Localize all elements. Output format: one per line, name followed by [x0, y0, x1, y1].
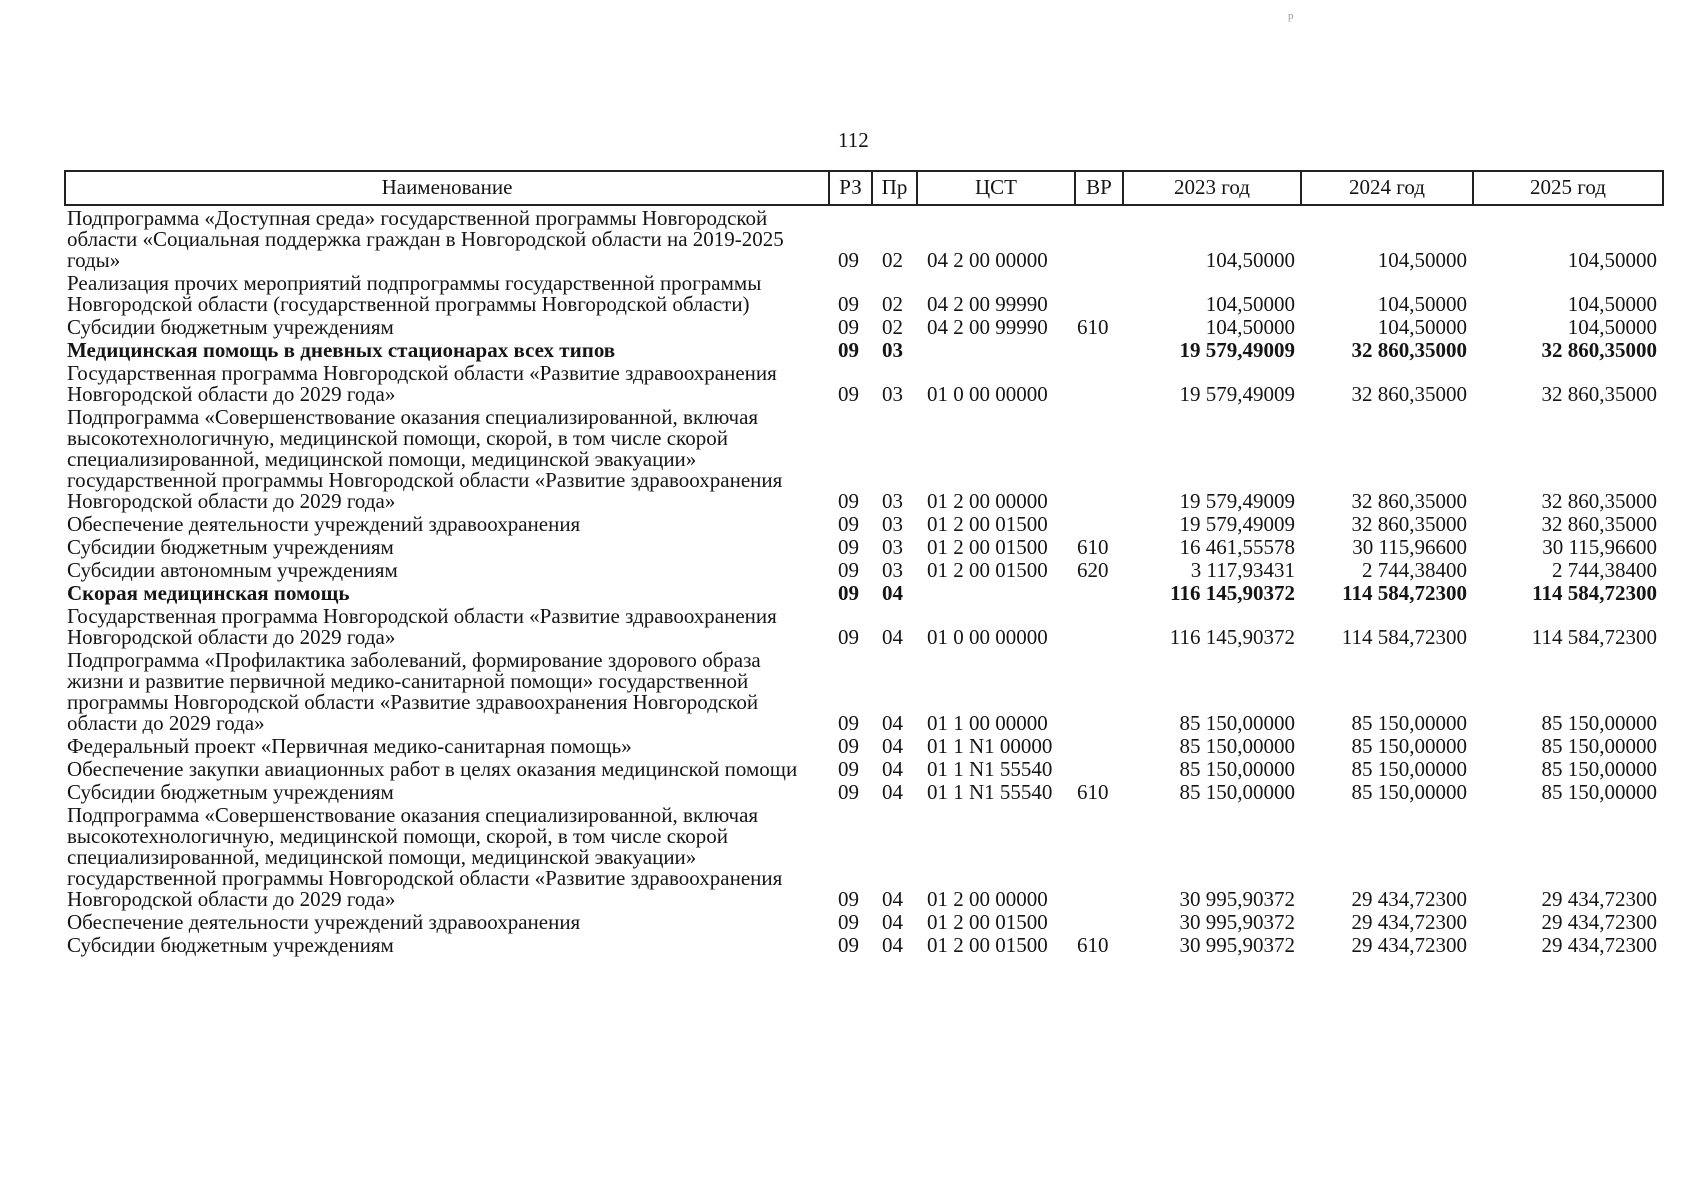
row-2025: 2 744,38400 — [1552, 558, 1657, 582]
row-2025: 114 584,72300 — [1531, 625, 1657, 649]
row-2024: 32 860,35000 — [1351, 382, 1467, 406]
row-rz: 09 — [838, 711, 859, 735]
table-row — [65, 512, 1663, 535]
row-pr: 02 — [882, 248, 903, 272]
table-row — [65, 271, 1663, 315]
row-2023: 104,50000 — [1205, 292, 1295, 316]
row-vr — [1075, 803, 1123, 910]
row-pr: 04 — [882, 734, 903, 758]
row-2023: 19 579,49009 — [1179, 512, 1295, 536]
header-2025: 2025 год — [1473, 171, 1663, 205]
row-2025: 29 434,72300 — [1541, 910, 1657, 934]
row-2024: 85 150,00000 — [1351, 711, 1467, 735]
row-cst: 01 2 00 01500 — [927, 512, 1048, 536]
table-header-row — [65, 171, 1663, 205]
header-2023: 2023 год — [1123, 171, 1301, 205]
row-cst: 04 2 00 00000 — [927, 248, 1048, 272]
row-2024: 104,50000 — [1377, 248, 1467, 272]
row-cst: 01 2 00 00000 — [927, 887, 1048, 911]
row-name: Субсидии автономным учреждениям — [67, 558, 398, 582]
table-row — [65, 338, 1663, 361]
table-row — [65, 535, 1663, 558]
row-rz: 09 — [838, 535, 859, 559]
row-2023: 104,50000 — [1205, 248, 1295, 272]
row-2023: 104,50000 — [1205, 315, 1295, 339]
row-pr: 03 — [882, 558, 903, 582]
row-cst: 01 2 00 01500 — [927, 558, 1048, 582]
row-name: Федеральный проект «Первичная медико-санитарная помощь» — [67, 734, 632, 758]
table-row — [65, 581, 1663, 604]
row-pr: 03 — [882, 338, 903, 362]
table-row — [65, 803, 1663, 910]
row-2025: 32 860,35000 — [1541, 338, 1657, 362]
row-2025: 85 150,00000 — [1541, 780, 1657, 804]
row-vr: 610 — [1077, 933, 1109, 957]
row-2024: 85 150,00000 — [1351, 734, 1467, 758]
row-2025: 85 150,00000 — [1541, 711, 1657, 735]
row-2024: 32 860,35000 — [1351, 512, 1467, 536]
row-name: Субсидии бюджетным учреждениям — [67, 780, 394, 804]
row-name: Подпрограмма «Доступная среда» государственной программы Новгородской области «Социальная поддержка граждан в Новгородской области на 2019-2025 годы» — [67, 206, 784, 272]
row-pr: 02 — [882, 315, 903, 339]
row-2024: 32 860,35000 — [1351, 338, 1467, 362]
row-name: Медицинская помощь в дневных стационарах всех типов — [67, 338, 616, 362]
row-vr — [1075, 512, 1123, 535]
row-cst: 01 1 N1 00000 — [927, 734, 1053, 758]
row-vr — [1075, 581, 1123, 604]
row-2025: 30 115,96600 — [1542, 535, 1657, 559]
budget-table — [64, 170, 1664, 956]
row-vr — [1075, 734, 1123, 757]
row-vr — [1075, 910, 1123, 933]
table-row — [65, 780, 1663, 803]
row-pr: 04 — [882, 711, 903, 735]
row-cst: 04 2 00 99990 — [927, 292, 1048, 316]
row-2024: 32 860,35000 — [1351, 489, 1467, 513]
row-pr: 04 — [882, 757, 903, 781]
row-cst — [917, 338, 1075, 361]
row-name: Скорая медицинская помощь — [67, 581, 350, 605]
table-row — [65, 757, 1663, 780]
table-row — [65, 315, 1663, 338]
header-2024: 2024 год — [1301, 171, 1473, 205]
table-row — [65, 734, 1663, 757]
row-2025: 32 860,35000 — [1541, 489, 1657, 513]
table-row — [65, 604, 1663, 648]
row-rz: 09 — [838, 780, 859, 804]
row-2024: 30 115,96600 — [1352, 535, 1467, 559]
row-2024: 114 584,72300 — [1342, 581, 1467, 605]
row-2023: 85 150,00000 — [1179, 711, 1295, 735]
row-pr: 04 — [882, 910, 903, 934]
table-row — [65, 910, 1663, 933]
row-2024: 29 434,72300 — [1351, 933, 1467, 957]
row-2023: 85 150,00000 — [1179, 757, 1295, 781]
row-rz: 09 — [838, 734, 859, 758]
row-2023: 3 117,93431 — [1190, 558, 1295, 582]
row-cst: 01 2 00 01500 — [927, 535, 1048, 559]
row-rz: 09 — [838, 292, 859, 316]
row-2025: 29 434,72300 — [1541, 887, 1657, 911]
row-rz: 09 — [838, 248, 859, 272]
table-row — [65, 361, 1663, 405]
row-rz: 09 — [838, 933, 859, 957]
row-rz: 09 — [838, 625, 859, 649]
header-cst: ЦСТ — [917, 171, 1075, 205]
row-vr — [1075, 205, 1123, 271]
table-row — [65, 933, 1663, 956]
row-pr: 04 — [882, 581, 903, 605]
row-2024: 29 434,72300 — [1351, 887, 1467, 911]
row-name: Субсидии бюджетным учреждениям — [67, 535, 394, 559]
row-2023: 30 995,90372 — [1179, 933, 1295, 957]
row-name: Обеспечение закупки авиационных работ в целях оказания медицинской помощи — [67, 757, 798, 781]
row-vr: 610 — [1077, 315, 1109, 339]
header-rz: РЗ — [829, 171, 872, 205]
row-cst: 01 0 00 00000 — [927, 382, 1048, 406]
row-2024: 114 584,72300 — [1341, 625, 1467, 649]
table-body — [65, 205, 1663, 956]
row-vr: 610 — [1077, 535, 1109, 559]
row-cst: 01 1 00 00000 — [927, 711, 1048, 735]
row-pr: 04 — [882, 625, 903, 649]
row-2025: 85 150,00000 — [1541, 757, 1657, 781]
header-vr: ВР — [1075, 171, 1123, 205]
table-row — [65, 648, 1663, 734]
row-vr — [1075, 405, 1123, 512]
row-2025: 104,50000 — [1567, 315, 1657, 339]
row-2023: 85 150,00000 — [1179, 780, 1295, 804]
row-name: Подпрограмма «Профилактика заболеваний, формирование здорового образа жизни и развитие первичной медико-санитарной помощи» государственной программы Новгородской области «Развитие здравоохранения Новгородской области до 2029 года» — [67, 648, 761, 735]
row-cst — [917, 581, 1075, 604]
row-2024: 2 744,38400 — [1362, 558, 1467, 582]
row-2025: 114 584,72300 — [1532, 581, 1657, 605]
row-2023: 16 461,55578 — [1179, 535, 1295, 559]
row-name: Государственная программа Новгородской области «Развитие здравоохранения Новгородской области до 2029 года» — [67, 604, 777, 649]
row-cst: 01 2 00 00000 — [927, 489, 1048, 513]
row-name: Обеспечение деятельности учреждений здравоохранения — [67, 512, 581, 536]
row-pr: 03 — [882, 535, 903, 559]
row-pr: 03 — [882, 489, 903, 513]
row-pr: 02 — [882, 292, 903, 316]
row-2025: 29 434,72300 — [1541, 933, 1657, 957]
row-rz: 09 — [838, 757, 859, 781]
row-name: Субсидии бюджетным учреждениям — [67, 933, 394, 957]
row-pr: 04 — [882, 887, 903, 911]
row-2023: 116 145,90372 — [1170, 581, 1295, 605]
row-2024: 85 150,00000 — [1351, 757, 1467, 781]
row-2024: 85 150,00000 — [1351, 780, 1467, 804]
row-2025: 104,50000 — [1567, 248, 1657, 272]
row-rz: 09 — [838, 382, 859, 406]
row-2023: 85 150,00000 — [1179, 734, 1295, 758]
row-rz: 09 — [838, 315, 859, 339]
row-pr: 03 — [882, 382, 903, 406]
row-cst: 01 1 N1 55540 — [927, 780, 1053, 804]
row-cst: 04 2 00 99990 — [927, 315, 1048, 339]
row-rz: 09 — [838, 512, 859, 536]
row-vr — [1075, 757, 1123, 780]
row-2023: 116 145,90372 — [1169, 625, 1295, 649]
row-2023: 30 995,90372 — [1179, 910, 1295, 934]
row-2023: 30 995,90372 — [1179, 887, 1295, 911]
row-rz: 09 — [838, 910, 859, 934]
row-cst: 01 0 00 00000 — [927, 625, 1048, 649]
header-name: Наименование — [65, 171, 829, 205]
row-name: Субсидии бюджетным учреждениям — [67, 315, 394, 339]
row-vr — [1075, 604, 1123, 648]
row-cst: 01 2 00 01500 — [927, 910, 1048, 934]
row-rz: 09 — [838, 558, 859, 582]
row-name: Государственная программа Новгородской области «Развитие здравоохранения Новгородской области до 2029 года» — [67, 361, 777, 406]
row-rz: 09 — [838, 887, 859, 911]
row-name: Обеспечение деятельности учреждений здравоохранения — [67, 910, 581, 934]
row-pr: 04 — [882, 933, 903, 957]
row-name: Подпрограмма «Совершенствование оказания специализированной, включая высокотехнологичную, медицинской помощи, скорой, в том числе скорой специализированной, медицинской помощи, медицинской эвакуации» государственной программы Новгородской области «Развитие здравоохранения Новгородской области до 2029 года» — [67, 803, 783, 911]
table-row — [65, 558, 1663, 581]
row-name: Подпрограмма «Совершенствование оказания специализированной, включая высокотехнологичную, медицинской помощи, скорой, в том числе скорой специализированной, медицинской помощи, медицинской эвакуации» государственной программы Новгородской области «Развитие здравоохранения Новгородской области до 2029 года» — [67, 405, 783, 513]
row-rz: 09 — [838, 489, 859, 513]
row-name: Реализация прочих мероприятий подпрограммы государственной программы Новгородской области (государственной программы Новгородской области) — [67, 271, 762, 316]
row-2025: 32 860,35000 — [1541, 382, 1657, 406]
row-2024: 104,50000 — [1377, 315, 1467, 339]
row-cst: 01 2 00 01500 — [927, 933, 1048, 957]
row-2024: 104,50000 — [1377, 292, 1467, 316]
table-row — [65, 205, 1663, 271]
row-vr — [1075, 271, 1123, 315]
row-2025: 85 150,00000 — [1541, 734, 1657, 758]
row-vr: 620 — [1077, 558, 1109, 582]
row-2025: 104,50000 — [1567, 292, 1657, 316]
row-2023: 19 579,49009 — [1179, 489, 1295, 513]
row-2024: 29 434,72300 — [1351, 910, 1467, 934]
row-cst: 01 1 N1 55540 — [927, 757, 1053, 781]
row-vr: 610 — [1077, 780, 1109, 804]
row-pr: 04 — [882, 780, 903, 804]
row-rz: 09 — [838, 581, 859, 605]
row-vr — [1075, 338, 1123, 361]
row-2023: 19 579,49009 — [1179, 338, 1295, 362]
row-vr — [1075, 648, 1123, 734]
row-pr: 03 — [882, 512, 903, 536]
row-rz: 09 — [838, 338, 859, 362]
table-row — [65, 405, 1663, 512]
corner-mark: p — [1288, 10, 1294, 22]
row-2023: 19 579,49009 — [1179, 382, 1295, 406]
row-2025: 32 860,35000 — [1541, 512, 1657, 536]
page-number: 112 — [838, 128, 869, 152]
header-pr: Пр — [872, 171, 917, 205]
row-vr — [1075, 361, 1123, 405]
